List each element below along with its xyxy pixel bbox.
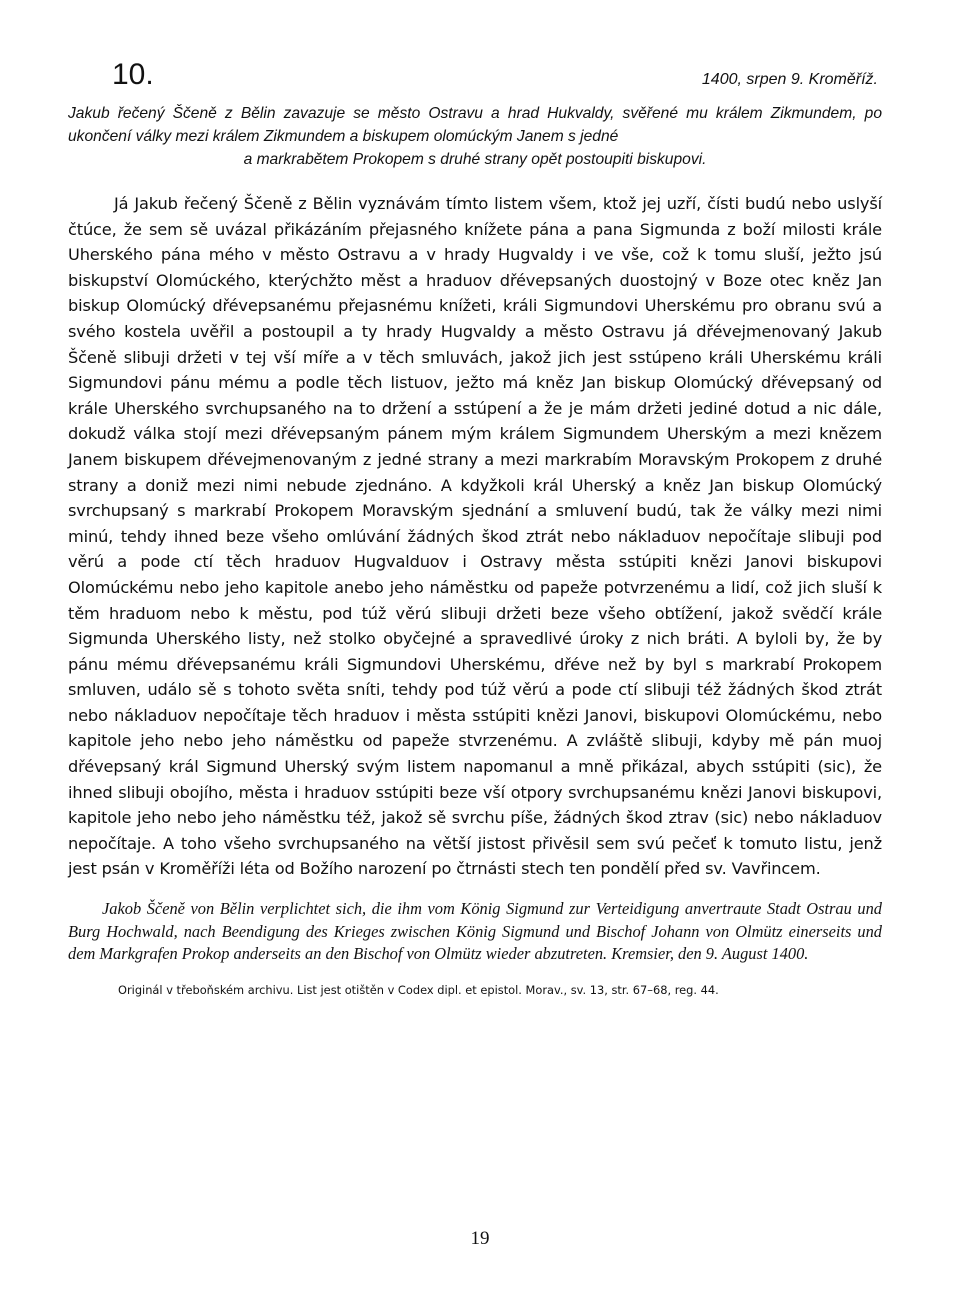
document-page [68, 58, 882, 998]
source-note: Originál v třeboňském archivu. List jest otištěn v Codex dipl. et epistol. Morav., sv. 13, str. 67–68, reg. 44. [118, 983, 719, 998]
czech-summary-last-line: a markrabětem Prokopem s druhé strany opět postoupiti biskupovi. [243, 151, 707, 168]
date-place: 1400, srpen 9. Kroměříž. [701, 71, 878, 88]
czech-summary-text: Jakub řečený Ščeně z Bělin zavazuje se město Ostravu a hrad Hukvaldy, svěřené mu králem Zikmundem, po ukončení války mezi králem Zikmundem a biskupem olomúckým Janem s jedné [68, 105, 882, 145]
page-number: 19 [470, 1228, 490, 1249]
charter-text: Já Jakub řečený Ščeně z Bělin vyznávám tímto listem všem, ktož jej uzří, čísti budú nebo uslyší čtúce, že sem sě uvázal přikázáním přejasného knížete pána a pana Sigmunda z boží milosti krále Uherského pána mého v město Ostravu a v hrady Hugvaldy i ve vše, což k tomu sluší, ježto jsú biskupství Olomúckého, kterýchžto měst a hraduov dřévepsaných duostojný v Boze otec kněz Jan biskup Olomúcký dřévepsanému přejasnému knížeti, králi Sigmundovi Uherskému pro obranu svú a svého kostela uvěřil a postoupil a ty hrady Hugvaldy a město Ostravu já dřévejmenovaný Jakub Ščeně slibuji držeti v tej vší míře a v těch smluvách, jakož jich jest sstúpeno králi Uherskému králi Sigmundovi pánu mému a podle těch listuov, ježto má kněz Jan biskup Olomúcký dřévepsaný od krále Uherského svrchupsaného na to držení a sstúpení a že je mám držeti jediné dotud a nic dále, dokudž válka stojí mezi dřévepsaným pánem mým králem Sigmundem Uherským a mezi knězem Janem biskupem dřévejmenovaným z jedné strany a mezi markrabím Moravským Prokopem z druhé strany a doniž mezi nimi nebude zjednáno. A kdyžkoli král Uherský a kněz Jan biskup Olomúcký svrchupsaný s markrabí Prokopem Moravským sjednání a smluvení budú, tak že války mezi nimi minú, tehdy ihned beze všeho omlúvání žádných škod ztrát nebo nákladuov nepočítaje slibuji pod věrú a pode ctí těch hraduov Hugvalduov i Ostravy města sstúpiti knězi Janovi biskupovi Olomúckému nebo jeho kapitole anebo jeho náměstku od papeže potvrzenému a lidí, což jich sluší k těm hraduom nebo k městu, pod túž věrú slibuji držeti beze všeho obtížení, jakož svědčí krále Sigmunda Uherského listy, než stolko obyčejné a spravedlivé úroky z nich bráti. A byloli by, že by pánu mému dřévepsanému králi Sigmundovi Uherskému, dřéve než by byl s markrabí Prokopem smluven, událo sě s tohoto světa sníti, tehdy pod túž věrú a pode ctí slibuji též žádných škod ztrát nebo nákladuov nepočítaje těch hraduov i města sstúpiti knězi Janovi, biskupovi Olomúckému, nebo kapitole jeho nebo jeho náměstku od papeže stvrzenému. A zvláště slibuji, kdyby mě pán muoj dřévepsaný král Sigmund Uherský svým listem napomanul a mně přikázal, abych sstúpiti (sic), že ihned slibuji obojího, města i hraduov sstúpiti beze vší otpory svrchupsanému knězi Janovi biskupovi, kapitole jeho nebo jeho náměstku též, jakož sě svrchu píše, žádných škod ztrav (sic) nebo nákladuov nepočítaje. A toho všeho svrchupsaného na větší jistost přivěsil sem svú pečeť k tomuto listu, jenž jest psán v Kroměříži léta od Božího narození po čtrnásti stech ten pondělí před sv. Vavřincem. [68, 194, 882, 879]
german-summary: Jakob Ščeně von Bělin verplichtet sich, die ihm vom König Sigmund zur Verteidigung anvertraute Stadt Ostrau und Burg Hochwald, nach Beendigung des Krieges zwischen König Sigmund und Bischof Johann von Olmütz einerseits und dem Markgrafen Prokop anderseits an den Bischof von Olmütz wieder abzutreten. Kremsier, den 9. August 1400. [68, 899, 882, 964]
document-header [68, 58, 882, 98]
czech-summary [68, 102, 882, 171]
document-number: 10. [112, 58, 154, 91]
